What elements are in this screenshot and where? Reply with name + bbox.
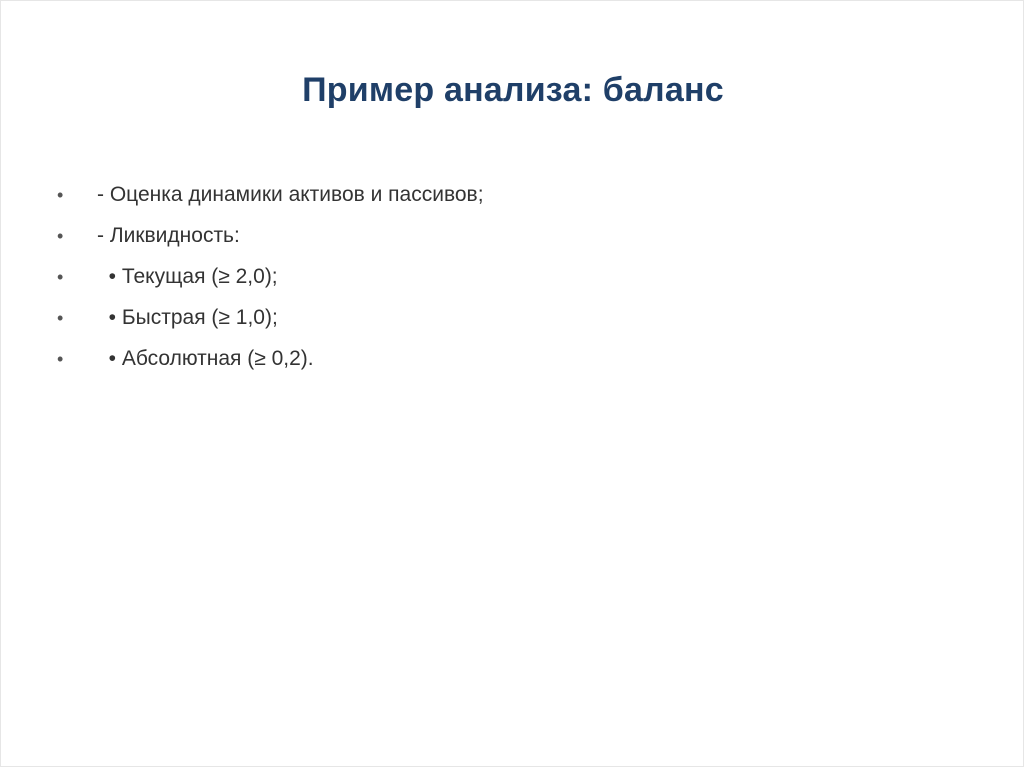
- list-item-text: • Абсолютная (≥ 0,2).: [97, 347, 314, 370]
- bullet-icon: •: [57, 308, 64, 328]
- bullet-icon: •: [57, 267, 64, 287]
- list-item: [57, 183, 484, 224]
- bullet-list: [57, 183, 484, 388]
- list-item-text: • Быстрая (≥ 1,0);: [97, 306, 278, 329]
- slide-title: Пример анализа: баланс: [302, 71, 724, 109]
- list-item-text: - Оценка динамики активов и пассивов;: [97, 183, 484, 206]
- bullet-icon: •: [57, 349, 64, 369]
- list-item: [57, 306, 484, 347]
- bullet-icon: •: [57, 185, 64, 205]
- bullet-icon: •: [57, 226, 64, 246]
- list-item-text: - Ликвидность:: [97, 224, 240, 247]
- list-item: [57, 347, 484, 388]
- list-item: [57, 265, 484, 306]
- list-item-text: • Текущая (≥ 2,0);: [97, 265, 278, 288]
- list-item: [57, 224, 484, 265]
